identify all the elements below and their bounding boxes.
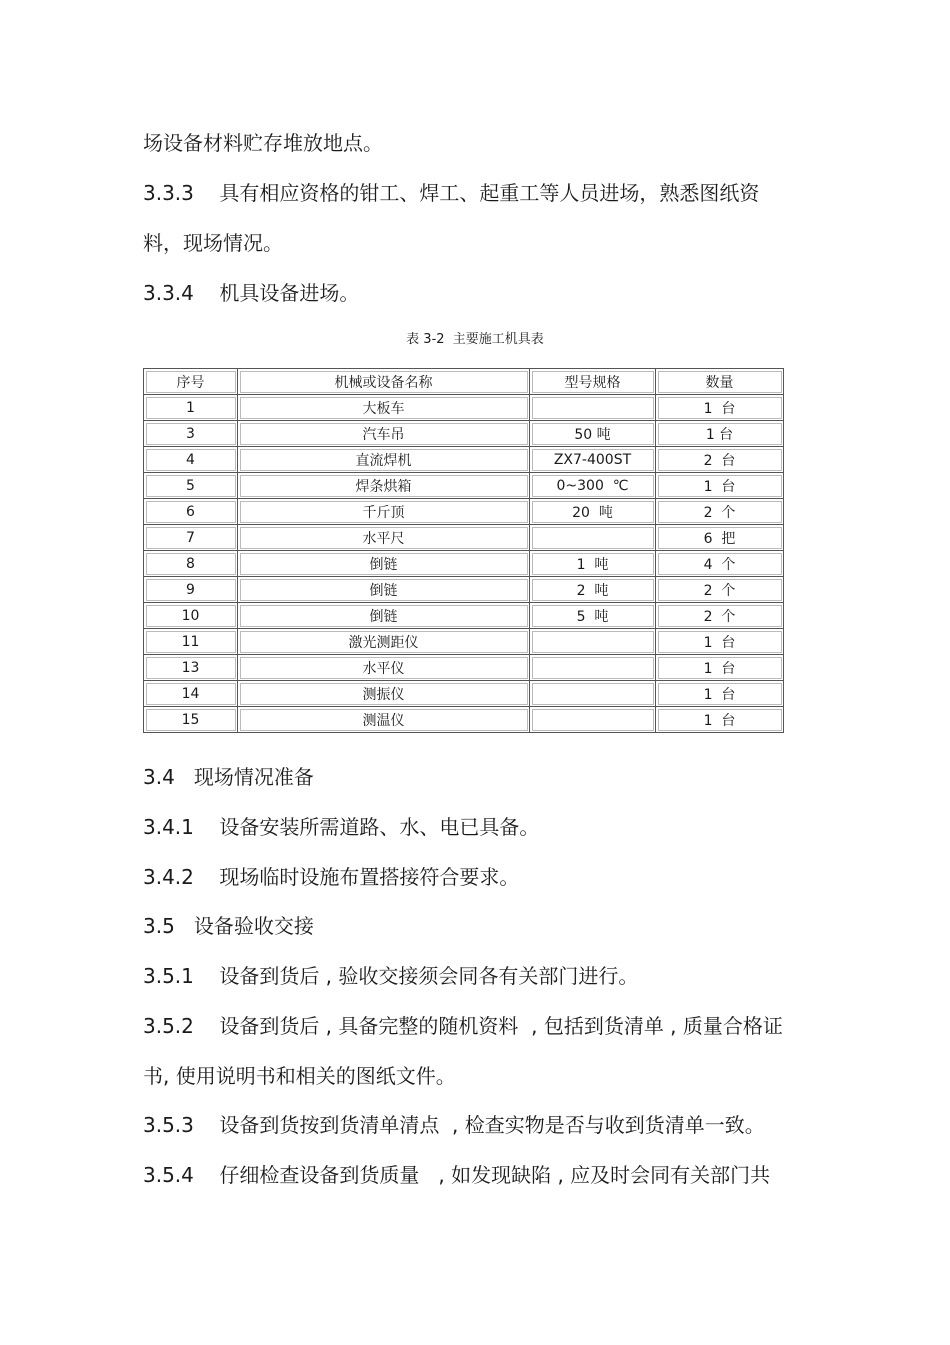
table-cell: 倒链: [238, 577, 530, 603]
table-cell: 11: [144, 629, 238, 655]
table-cell: 9: [144, 577, 238, 603]
table-cell: 2 个: [656, 499, 784, 525]
paragraph-line: 3.4.2 现场临时设施布置搭接符合要求。: [143, 865, 520, 889]
table-cell: 14: [144, 681, 238, 707]
table-row: [144, 577, 784, 603]
table-row: [144, 395, 784, 421]
table-row: [144, 525, 784, 551]
table-cell: 2 吨: [530, 577, 656, 603]
table-cell: 1 台: [656, 421, 784, 447]
table-cell: 倒链: [238, 551, 530, 577]
header-cell: 机械或设备名称: [238, 369, 530, 395]
table-cell: [530, 629, 656, 655]
table-cell: 15: [144, 707, 238, 733]
table-cell: 10: [144, 603, 238, 629]
paragraph-line: 3.3.4 机具设备进场。: [143, 281, 360, 305]
table-row: [144, 447, 784, 473]
table-row: [144, 629, 784, 655]
table-cell: 6: [144, 499, 238, 525]
paragraph-line: 3.3.3 具有相应资格的钳工、焊工、起重工等人员进场，熟悉图纸资: [143, 181, 760, 205]
table-cell: 8: [144, 551, 238, 577]
table-cell: 3: [144, 421, 238, 447]
paragraph-line: 书, 使用说明书和相关的图纸文件。: [143, 1064, 456, 1088]
table-row: [144, 473, 784, 499]
header-cell: 序号: [144, 369, 238, 395]
table-row: [144, 421, 784, 447]
table-cell: [530, 681, 656, 707]
paragraph-line: 3.5.2 设备到货后 , 具备完整的随机资料 , 包括到货清单 , 质量合格证: [143, 1014, 783, 1038]
table-cell: [530, 655, 656, 681]
table-cell: 直流焊机: [238, 447, 530, 473]
table-cell: 1 台: [656, 473, 784, 499]
table-row: [144, 681, 784, 707]
table-cell: 水平尺: [238, 525, 530, 551]
table-row: [144, 655, 784, 681]
table-cell: 2 个: [656, 603, 784, 629]
table-cell: 2 个: [656, 577, 784, 603]
header-cell: 型号规格: [530, 369, 656, 395]
table-cell: 1: [144, 395, 238, 421]
table-cell: 20 吨: [530, 499, 656, 525]
table-row: [144, 551, 784, 577]
table-cell: 千斤顶: [238, 499, 530, 525]
paragraph-line: 3.5.4 仔细检查设备到货质量 , 如发现缺陷 , 应及时会同有关部门共: [143, 1163, 771, 1187]
paragraph-line: 场设备材料贮存堆放地点。: [143, 131, 383, 155]
table-row: [144, 603, 784, 629]
paragraph-line: 3.5.1 设备到货后 , 验收交接须会同各有关部门进行。: [143, 964, 639, 988]
section-heading: 3.4 现场情况准备: [143, 765, 314, 789]
table-cell: [530, 525, 656, 551]
table-cell: 1 台: [656, 681, 784, 707]
header-cell: 数量: [656, 369, 784, 395]
table-cell: 水平仪: [238, 655, 530, 681]
table-cell: [530, 707, 656, 733]
table-cell: 1 台: [656, 707, 784, 733]
table-cell: 1 吨: [530, 551, 656, 577]
table-cell: 测振仪: [238, 681, 530, 707]
table-cell: 4 个: [656, 551, 784, 577]
table-cell: 13: [144, 655, 238, 681]
table-cell: 2 台: [656, 447, 784, 473]
table-cell: 1 台: [656, 655, 784, 681]
table-cell: 1 台: [656, 395, 784, 421]
table-cell: 0~300 ℃: [530, 473, 656, 499]
paragraph-line: 料，现场情况。: [143, 231, 283, 255]
table-header-row: [144, 369, 784, 395]
table-cell: 1 台: [656, 629, 784, 655]
table-cell: ZX7-400ST: [530, 447, 656, 473]
table-cell: [530, 395, 656, 421]
table-caption: 表 3-2 主要施工机具表: [406, 332, 544, 347]
table-cell: 激光测距仪: [238, 629, 530, 655]
table-cell: 5: [144, 473, 238, 499]
table-cell: 5 吨: [530, 603, 656, 629]
table-cell: 50 吨: [530, 421, 656, 447]
section-heading: 3.5 设备验收交接: [143, 914, 314, 938]
table-cell: 焊条烘箱: [238, 473, 530, 499]
paragraph-line: 3.4.1 设备安装所需道路、水、电已具备。: [143, 815, 540, 839]
table-row: [144, 707, 784, 733]
table-cell: 倒链: [238, 603, 530, 629]
table-cell: 7: [144, 525, 238, 551]
table-cell: 测温仪: [238, 707, 530, 733]
tools-table: [143, 368, 784, 733]
table-cell: 6 把: [656, 525, 784, 551]
table-cell: 大板车: [238, 395, 530, 421]
paragraph-line: 3.5.3 设备到货按到货清单清点 , 检查实物是否与收到货清单一致。: [143, 1113, 765, 1137]
table-cell: 汽车吊: [238, 421, 530, 447]
table-cell: 4: [144, 447, 238, 473]
table-row: [144, 499, 784, 525]
